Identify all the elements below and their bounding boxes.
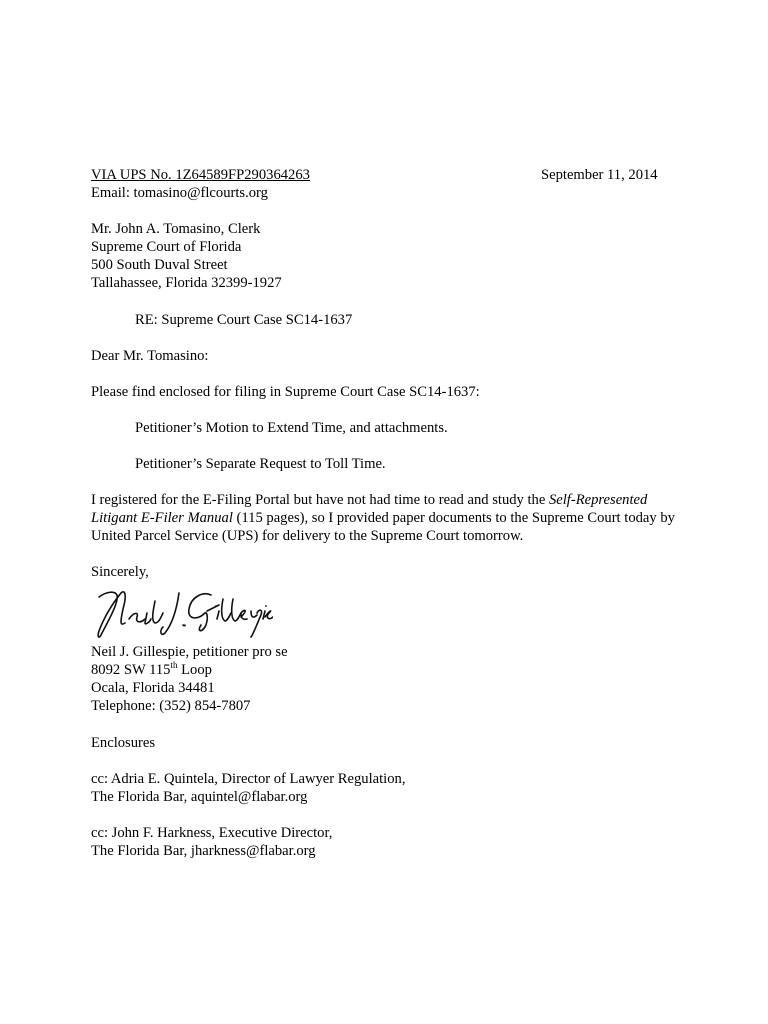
recipient-address [91,220,691,292]
recipient-street: 500 South Duval Street [91,257,228,273]
letter-date: September 11, 2014 [541,167,658,183]
sender-name: Neil J. Gillespie, petitioner pro se [91,644,288,660]
closing: Sincerely, [91,564,149,580]
header-email: Email: tomasino@flcourts.org [91,185,268,201]
cc-line: cc: Adria E. Quintela, Director of Lawyer Regulation, [91,771,406,787]
enclosed-item: Petitioner’s Separate Request to Toll Time. [135,456,386,472]
recipient-city: Tallahassee, Florida 32399-1927 [91,275,282,291]
sender-block [91,643,691,715]
cc-email: The Florida Bar, aquintel@flabar.org [91,789,308,805]
recipient-org: Supreme Court of Florida [91,239,242,255]
sender-street-number: 8092 SW 115 [91,662,171,678]
body-paragraph [91,491,681,545]
cc-line: cc: John F. Harkness, Executive Director, [91,825,333,841]
sender-street-suffix: th [170,660,178,671]
intro-paragraph: Please find enclosed for filing in Supreme Court Case SC14-1637: [91,384,480,400]
sender-phone: Telephone: (352) 854-7807 [91,698,251,714]
re-line: RE: Supreme Court Case SC14-1637 [135,312,353,328]
signature-image [93,579,273,641]
manual-title: Self-Represented Litigant E-Filer Manual [91,492,648,526]
enclosed-item: Petitioner’s Motion to Extend Time, and attachments. [135,420,448,436]
sender-street-name: Loop [177,662,212,678]
body-text-2: (115 pages), so I provided paper documents to the Supreme Court today by United Parcel Service (UPS) for delivery to the Supreme Court tomorrow. [91,510,675,544]
enclosures-label: Enclosures [91,735,156,751]
sender-street [91,661,691,679]
sender-city: Ocala, Florida 34481 [91,680,215,696]
cc-email: The Florida Bar, jharkness@flabar.org [91,843,316,859]
cc-entry [91,770,691,806]
tracking-number: VIA UPS No. 1Z64589FP290364263 [91,167,310,183]
cc-entry [91,824,691,860]
body-text-1: I registered for the E-Filing Portal but have not had time to read and study the [91,492,549,508]
salutation: Dear Mr. Tomasino: [91,348,209,364]
recipient-name: Mr. John A. Tomasino, Clerk [91,221,261,237]
